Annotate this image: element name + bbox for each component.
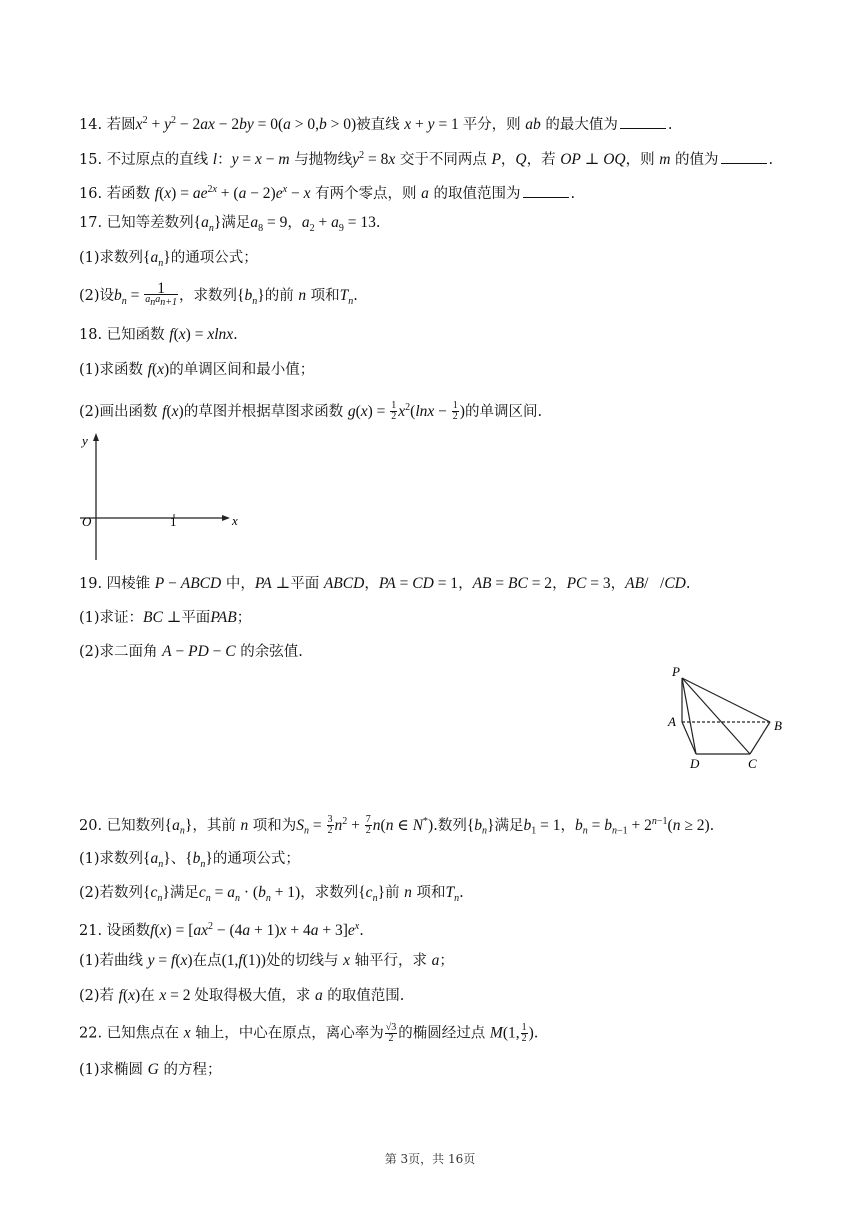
x-axis-arrow-icon: [222, 515, 230, 521]
question-17-part-1: (1)求数列$\{a_n\}$的通项公式；: [79, 249, 258, 269]
question-18: 18. 已知函数 f(x) = xlnx.: [79, 326, 238, 343]
sketch-axes-graph: [76, 430, 246, 562]
vertex-label-B: B: [774, 718, 782, 733]
question-14: 14. 若圆$x^2 + y^2 - 2ax - 2by = 0(a > 0,b > 0)$被直线 x + y = 1 平分，则 ab 的最大值为 .: [79, 115, 673, 133]
question-21-part-2: (2)若 f(x)在 x = 2 处取得极大值，求 a 的取值范围.: [79, 987, 405, 1004]
tick-label: 1: [170, 514, 177, 529]
question-16: 16. 若函数 $f(x) = ae^{2x} + (a - 2)e^x - x$ 有两个零点，则 a 的取值范围为 .: [79, 184, 576, 202]
vertex-label-D: D: [690, 756, 700, 771]
question-22-part-1: (1)求椭圆 G 的方程；: [79, 1061, 222, 1078]
question-20-part-2: (2)若数列$\{c_n\}$满足$c_n = a_n \cdot (b_n + 1)$，求数列$\{c_n\}$前 n 项和$T_n$.: [79, 884, 464, 904]
edge-PD: [682, 678, 696, 754]
pyramid-figure: [662, 660, 794, 772]
vertex-label-C: C: [748, 756, 757, 771]
question-17: 17. 已知等差数列$\{a_n\}$满足$a_8 = 9$，$a_2 + a_9 = 13$.: [79, 214, 381, 234]
vertex-label-A: A: [668, 714, 676, 729]
question-19: 19. 四棱锥 P − ABCD 中，PA ⊥平面 ABCD，PA = CD = 1，AB = BC = 2，PC = 3，AB/ /CD.: [79, 575, 691, 592]
question-20-part-1: (1)求数列$\{a_n\}$、$\{b_n\}$的通项公式；: [79, 850, 300, 870]
question-19-part-1: (1)求证：BC ⊥平面PAB；: [79, 609, 252, 626]
question-17-part-2: (2)设$b_n$ = $\frac{1}{a_na_{n+1}}$ ，求数列$\{b_n\}$的前 n 项和$T_n$.: [79, 280, 358, 308]
y-axis-arrow-icon: [93, 433, 99, 441]
page-footer: 第 3页，共 16页: [384, 1152, 476, 1166]
edge-PB: [682, 678, 770, 722]
answer-blank: [523, 185, 569, 198]
question-21-part-1: (1)若曲线 y = f(x)在点(1,f(1))处的切线与 x 轴平行，求 a；: [79, 952, 454, 969]
edge-AD: [682, 722, 696, 754]
question-19-part-2: (2)求二面角 A − PD − C 的余弦值.: [79, 643, 303, 660]
question-22: 22. 已知焦点在 x 轴上，中心在原点，离心率为 $\frac{√3}{2}$ 的椭圆经过点 M(1, $\frac{1}{2}$ ).: [79, 1022, 539, 1044]
edge-CB: [750, 722, 770, 754]
question-18-part-1: (1)求函数 f(x)的单调区间和最小值；: [79, 361, 315, 378]
question-21: 21. 设函数$f(x) = [ax^2 - (4a + 1)x + 4a + 3]e^x$.: [79, 921, 364, 939]
edge-PC: [682, 678, 750, 754]
origin-label: O: [82, 514, 92, 529]
question-20: 20. 已知数列$\{a_n\}$，其前 n 项和为$S_n$ = $\frac{3}{2}$ $n^2$ + $\frac{7}{2}$ n(n ∈ N*).数列$\{b_n\}$满足$b_1 = 1$，$b_n = b_{n-1} + 2^{n-1}(n \ge 2)$.: [79, 814, 715, 837]
answer-blank: [620, 116, 666, 129]
y-axis-label: y: [82, 433, 88, 448]
x-axis-label: x: [232, 513, 238, 528]
question-15: 15. 不过原点的直线 l：y = x − m 与抛物线$y^2 = 8x$ 交于不同两点 P，Q，若 OP ⊥ OQ，则 m 的值为 .: [79, 150, 774, 168]
vertex-label-P: P: [672, 664, 680, 679]
question-18-part-2: (2)画出函数 f(x)的草图并根据草图求函数 g(x) = $\frac{1}{2}$ $x^2(\ln x$ − $\frac{1}{2}$ )的单调区间.: [79, 400, 543, 423]
answer-blank: [721, 151, 767, 164]
